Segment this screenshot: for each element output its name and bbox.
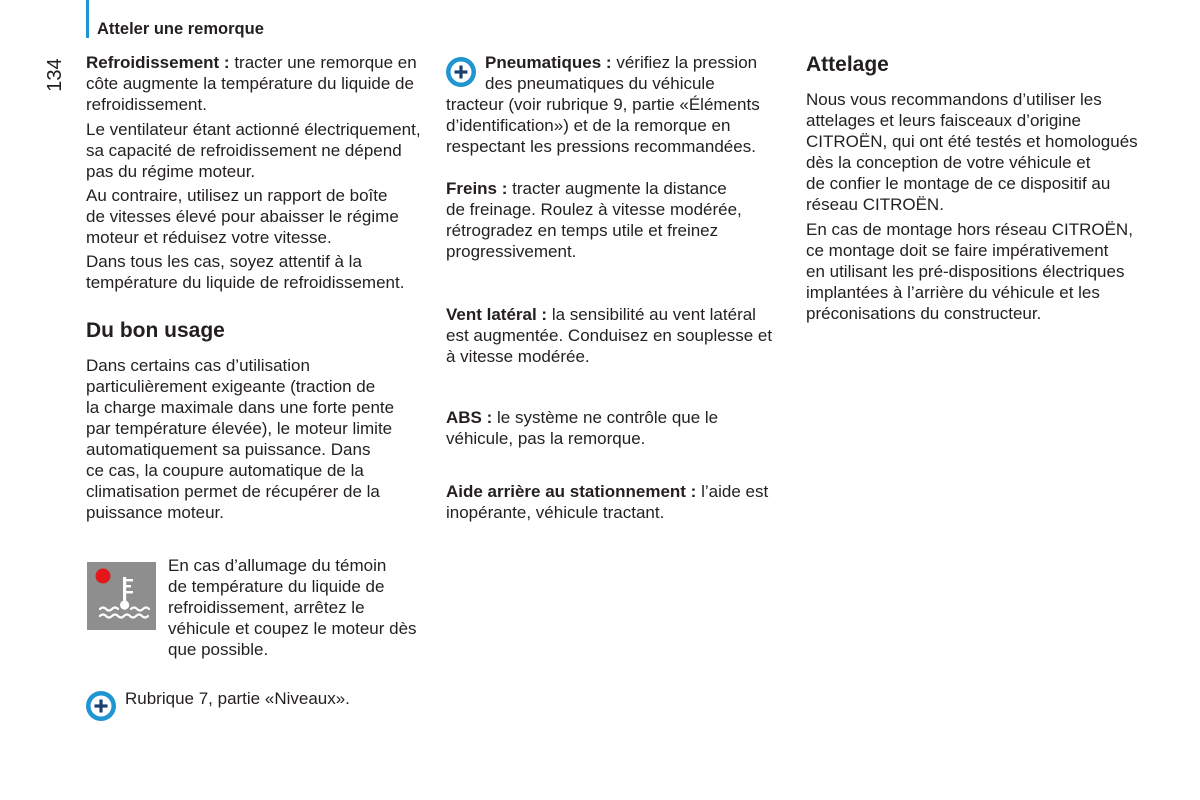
text-line: implantées à l’arrière du véhicule et les: [806, 283, 1100, 302]
text-line: Dans certains cas d’utilisation: [86, 356, 310, 375]
paragraph-hors-reseau: [806, 219, 1133, 324]
paragraph-aide-stationnement: [446, 481, 768, 523]
text-line: attelages et leurs faisceaux d’origine: [806, 111, 1081, 130]
text-line: sa capacité de refroidissement ne dépend: [86, 141, 402, 160]
text-line: réseau CITROËN.: [806, 195, 944, 214]
text-line: Rubrique 7, partie «Niveaux».: [125, 689, 350, 708]
text-line: température du liquide de refroidissement.: [86, 273, 405, 292]
text-line: [446, 52, 760, 73]
text-line: respectant les pressions recommandées.: [446, 137, 756, 156]
lead-text: l’aide est: [701, 482, 769, 501]
paragraph-contraire: [86, 185, 399, 248]
text-line: est augmentée. Conduisez en souplesse et: [446, 326, 773, 345]
text-line: particulièrement exigeante (traction de: [86, 377, 376, 396]
text-line: [446, 481, 768, 502]
text-line: [446, 407, 718, 428]
text-line: [446, 178, 742, 199]
text-line: dès la conception de votre véhicule et: [806, 153, 1091, 172]
text-line: côte augmente la température du liquide de: [86, 74, 414, 93]
lead-term: Freins :: [446, 179, 508, 198]
text-line: de vitesses élevé pour abaisser le régime: [86, 207, 399, 226]
text-line: pas du régime moteur.: [86, 162, 256, 181]
paragraph-pneumatiques: [446, 52, 760, 157]
warning-indicator-dot: [96, 569, 111, 584]
lead-text: le système ne contrôle que le: [497, 408, 719, 427]
text-line: de freinage. Roulez à vitesse modérée,: [446, 200, 742, 219]
paragraph-abs: [446, 407, 718, 449]
text-line: climatisation permet de récupérer de la: [86, 482, 380, 501]
paragraph-attentif: [86, 251, 404, 293]
text-line: véhicule et coupez le moteur dès: [168, 619, 417, 638]
lead-term: Refroidissement :: [86, 53, 230, 72]
warning-text: [168, 555, 417, 660]
text-line: [446, 304, 772, 325]
text-line: Le ventilateur étant actionné électriquement,: [86, 120, 421, 139]
paragraph-freins: [446, 178, 742, 262]
text-line: la charge maximale dans une forte pente: [86, 398, 395, 417]
text-line: refroidissement.: [86, 95, 207, 114]
text-line: tracteur (voir rubrique 9, partie «Éléments: [446, 95, 760, 114]
text-line: rétrogradez en temps utile et freinez: [446, 221, 719, 240]
lead-text: tracter une remorque en: [234, 53, 417, 72]
paragraph-vent-lateral: [446, 304, 772, 367]
text-line: véhicule, pas la remorque.: [446, 429, 646, 448]
lead-text: vérifiez la pression: [616, 53, 758, 72]
text-line: par température élevée), le moteur limite: [86, 419, 393, 438]
paragraph-recommandation: [806, 89, 1138, 215]
see-also-text: [125, 688, 350, 709]
text-line: CITROËN, qui ont été testés et homologués: [806, 132, 1138, 151]
text-line: des pneumatiques du véhicule: [485, 74, 715, 93]
text-line: ce montage doit se faire impérativement: [806, 241, 1109, 260]
text-line: préconisations du constructeur.: [806, 304, 1042, 323]
lead-text: la sensibilité au vent latéral: [551, 305, 756, 324]
text-line: [86, 52, 417, 73]
lead-text: tracter augmente la distance: [512, 179, 727, 198]
plus-reference-icon: [86, 691, 116, 721]
paragraph-ventilateur: [86, 119, 421, 182]
text-line: ce cas, la coupure automatique de la: [86, 461, 364, 480]
text-line: inopérante, véhicule tractant.: [446, 503, 665, 522]
text-line: moteur et réduisez votre vitesse.: [86, 228, 332, 247]
text-line: Au contraire, utilisez un rapport de boîte: [86, 186, 388, 205]
paragraph-refroidissement: [86, 52, 417, 115]
heading-bon-usage: Du bon usage: [86, 319, 225, 342]
text-line: que possible.: [168, 640, 269, 659]
lead-term: ABS :: [446, 408, 493, 427]
text-line: puissance moteur.: [86, 503, 224, 522]
text-line: refroidissement, arrêtez le: [168, 598, 365, 617]
section-title: Atteler une remorque: [97, 20, 264, 38]
text-line: Dans tous les cas, soyez attentif à la: [86, 252, 362, 271]
heading-attelage: Attelage: [806, 53, 889, 76]
text-line: d’identification») et de la remorque en: [446, 116, 731, 135]
text-line: En cas d’allumage du témoin: [168, 556, 387, 575]
text-line: à vitesse modérée.: [446, 347, 590, 366]
text-line: en utilisant les pré-dispositions électriques: [806, 262, 1125, 281]
text-line: En cas de montage hors réseau CITROËN,: [806, 220, 1133, 239]
text-line: de confier le montage de ce dispositif au: [806, 174, 1111, 193]
lead-term: Aide arrière au stationnement :: [446, 482, 697, 501]
lead-term: Pneumatiques :: [485, 53, 612, 72]
coolant-temperature-warning-icon: [87, 562, 156, 630]
lead-term: Vent latéral :: [446, 305, 548, 324]
page-number: 134: [44, 58, 66, 92]
text-line: Nous vous recommandons d’utiliser les: [806, 90, 1102, 109]
text-line: de température du liquide de: [168, 577, 385, 596]
text-line: progressivement.: [446, 242, 577, 261]
header-accent-bar: [86, 0, 89, 38]
text-line: automatiquement sa puissance. Dans: [86, 440, 371, 459]
paragraph-bon-usage: [86, 355, 394, 523]
